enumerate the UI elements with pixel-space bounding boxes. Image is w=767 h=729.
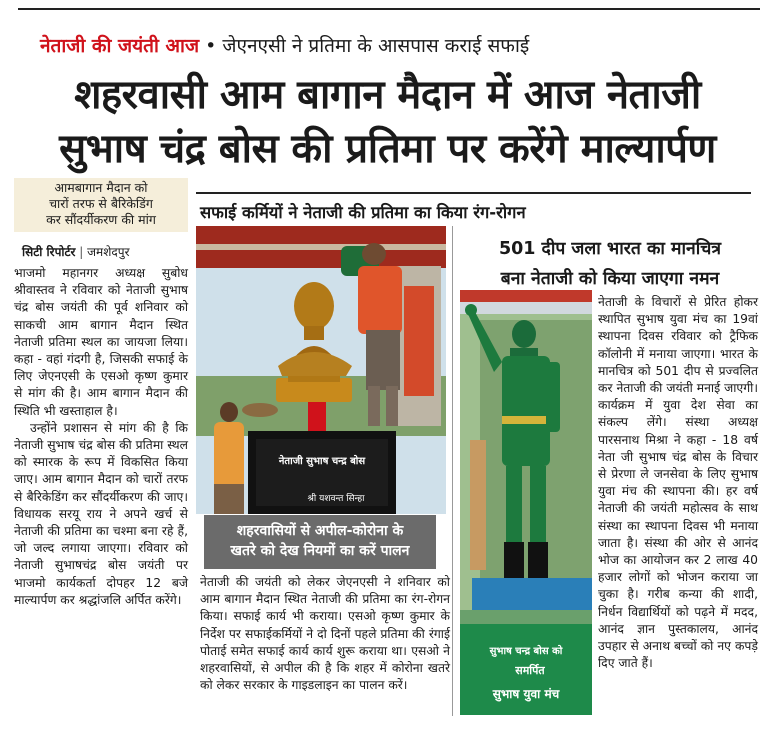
right-article	[598, 294, 758, 672]
middle-subhead: सफाई कर्मियों ने नेताजी की प्रतिमा का किया रंग-रोगन	[200, 203, 526, 222]
byline-separator: |	[79, 245, 84, 259]
appeal-callout	[204, 515, 436, 569]
deck-line-2: चारों तरफ से बैरिकेडिंग	[49, 196, 153, 211]
plaque-text-1: नेताजी सुभाष चन्द्र बोस	[278, 456, 366, 467]
right-headline	[460, 234, 760, 294]
byline-reporter: सिटी रिपोर्टर	[22, 245, 76, 259]
green-statue-photo	[460, 290, 592, 715]
column-rule	[452, 226, 453, 716]
middle-article	[200, 574, 450, 694]
headline-line-1: शहरवासी आम बागान मैदान में आज नेताजी	[74, 72, 701, 118]
deck-line-3: कर सौंदर्यीकरण की मांग	[46, 212, 156, 227]
top-rule	[18, 8, 760, 10]
statue-painting-illustration	[196, 226, 446, 514]
headline	[20, 68, 755, 176]
right-body: नेताजी के विचारों से प्रेरित होकर स्थापित सुभाष युवा मंच का 19वां स्थापना दिवस रविवार को ट्रैफिक कॉलोनी में मनाया जाएगा। भारत के मानचित्र को 501 दीप से प्रज्वलित कर नेताजी की जयंती मनाई जाएगी। कार्यक्रम में युवा देश सेवा का संकल्प लेंगे। संस्था अध्यक्ष पारसनाथ मिश्रा ने कहा - 18 वर्ष नेता जी सुभाष चंद्र बोस के विचार से प्रेरणा ले जनसेवा के लिए सुभाष युवा मंच की स्थापना की। हर वर्ष नेताजी की जयंती महोत्सव के साथ संस्था का स्थापना दिवस भी मनाया जाता है। संस्था की ओर से आनंद भोज का आयोजन कर 2 लाख 40 हजार लोगों को भोजन कराया जा चुका है। गरीब कन्या की शादी, निर्धन विद्यार्थियों को पढ़ने में मदद, आनंद ज्ञान पुस्तकालय, आनंद उपहार से अनाथ बच्चों को नए कपड़े दिए जाते हैं।	[598, 295, 758, 671]
right-headline-line-1: 501 दीप जला भारत का मानचित्र	[498, 239, 722, 259]
kicker-text: जेएनएसी ने प्रतिमा के आसपास कराई सफाई	[222, 35, 530, 57]
left-para-1: भाजमो महानगर अध्यक्ष सुबोध श्रीवास्तव ने रविवार को नेताजी सुभाष चंद्र बोस जयंती की पूर्व शनिवार को साकची आम बागान मैदान स्थित नेताजी प्रतिमा स्थल का जायजा लिया। कहा - वहां गंदगी है, जिसकी सफाई के लिए जेएनएसी के एसओ कृष्ण कुमार से मांग की है। आम बागान मैदान की स्थिति भी खस्ताहाल है।	[14, 266, 188, 418]
left-para-2: उन्होंने प्रशासन से मांग की है कि नेताजी सुभाष चंद्र बोस की प्रतिमा स्थल को स्मारक के रूप में विकसित किया जाए। आम बागान मैदान को चारों तरफ से बैरिकेडिंग कर सौंदर्यीकरण की जाए। विधायक सरयू राय ने अपने खर्च से नेताजी की प्रतिमा का चश्मा बना रहे हैं, जो जल्द लगाया जाएगा। रविवार को नेताजी सुभाषचंद्र बोस जयंती पर भाजमो कार्यकर्ता दोपहर 12 बजे माल्यार्पण कर श्रद्धांजलि अर्पित करेंगे।	[14, 420, 188, 607]
byline-city: जमशेदपुर	[87, 245, 130, 259]
deck-line-1: आमबागान मैदान को	[54, 180, 148, 195]
kicker-label: नेताजी की जयंती आज	[40, 35, 200, 57]
section-rule	[196, 192, 751, 194]
callout-line-2: खतरे को देख नियमों का करें पालन	[230, 543, 410, 559]
deck-box	[14, 178, 188, 232]
middle-body: नेताजी की जयंती को लेकर जेएनएसी ने शनिवार को आम बागान मैदान स्थित नेताजी की प्रतिमा का रंग-रोगन किया। सफाई कार्य भी कराया। एसओ कृष्ण कुमार के निर्देश पर सफाईकर्मियों ने दो दिनों पहले प्रतिमा की रंगाई पोताई समेत सफाई कार्य कार्य शुरू कराया था। एसओ ने शहरवासियों, से अपील की है कि शहर में कोरोना खतरे को लेकर सरकार के गाइडलाइन का पालन करें।	[200, 575, 450, 693]
stand-text-3: सुभाष युवा मंच	[492, 687, 560, 701]
kicker	[40, 32, 529, 58]
kicker-bullet: •	[205, 35, 217, 57]
callout-line-1: शहरवासियों से अपील-कोरोना के	[236, 523, 404, 539]
right-headline-line-2: बना नेताजी को किया जाएगा नमन	[500, 269, 720, 289]
plaque-text-2: श्री यशवन्त सिन्हा	[307, 494, 365, 504]
statue-painting-photo	[196, 226, 446, 514]
byline	[22, 243, 130, 260]
stand-text-1: सुभाष चन्द्र बोस को	[489, 646, 563, 657]
stand-text-2: समर्पित	[515, 664, 545, 677]
left-article	[14, 265, 188, 609]
headline-line-2: सुभाष चंद्र बोस की प्रतिमा पर करेंगे माल्यार्पण	[59, 126, 716, 172]
green-statue-illustration	[460, 290, 592, 715]
